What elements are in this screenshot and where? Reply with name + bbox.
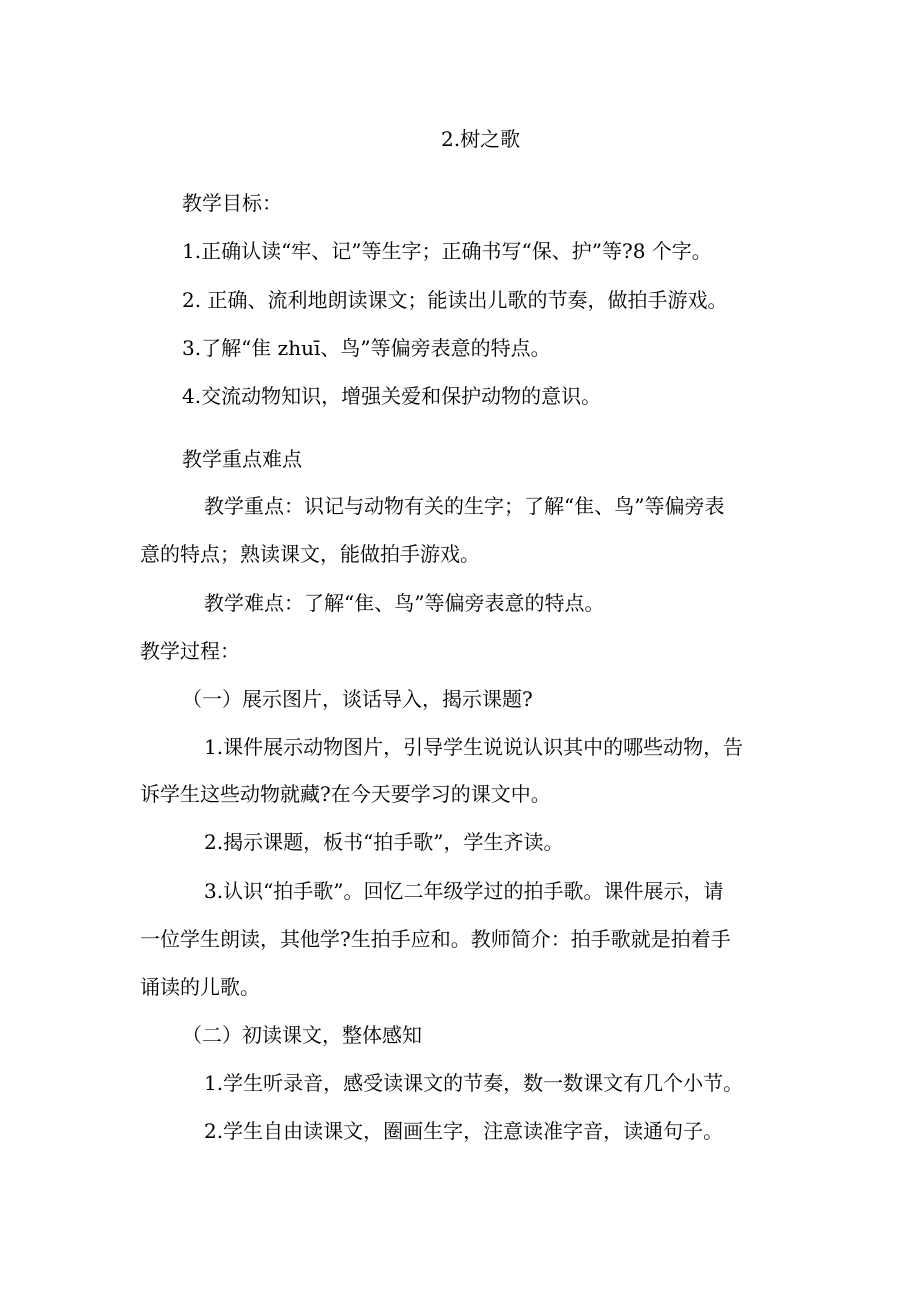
document-title: 2.树之歌: [441, 127, 521, 151]
teaching-difficulty: 教学难点：了解“隹、鸟”等偏旁表意的特点。: [204, 591, 605, 615]
process-heading: 教学过程：: [140, 639, 240, 663]
objective-item-3: 3.了解“隹 zhuī、鸟”等偏旁表意的特点。: [182, 336, 551, 360]
part-1-step-1-line-1: 1.课件展示动物图片，引导学生说说认识其中的哪些动物，告: [204, 735, 744, 759]
teaching-focus-line-2: 意的特点；熟读课文，能做拍手游戏。: [140, 542, 480, 566]
teaching-focus-line-1: 教学重点：识记与动物有关的生字；了解“隹、鸟”等偏旁表: [204, 494, 725, 518]
part-1-step-3-line-3: 诵读的儿歌。: [140, 975, 260, 999]
objective-item-4: 4.交流动物知识，增强关爱和保护动物的意识。: [182, 384, 602, 408]
part-2-step-1: 1.学生听录音，感受读课文的节奏，数一数课文有几个小节。: [204, 1071, 744, 1095]
part-1-step-1-line-2: 诉学生这些动物就藏?在今天要学习的课文中。: [140, 782, 551, 806]
objective-item-2: 2. 正确、流利地朗读课文；能读出儿歌的节奏，做拍手游戏。: [182, 288, 728, 312]
process-part-1-heading: （一）展示图片，谈话导入，揭示课题?: [182, 687, 533, 711]
key-points-heading: 教学重点难点: [182, 447, 302, 471]
part-2-step-2: 2.学生自由读课文，圈画生字，注意读准字音，读通句子。: [204, 1119, 724, 1143]
objective-item-1: 1.正确认读“牢、记”等生字；正确书写“保、护”等?8 个字。: [182, 239, 712, 263]
part-1-step-2: 2.揭示课题，板书“拍手歌”，学生齐读。: [204, 830, 564, 854]
part-1-step-3-line-1: 3.认识“拍手歌”。回忆二年级学过的拍手歌。课件展示，请: [204, 879, 724, 903]
part-1-step-3-line-2: 一位学生朗读，其他学?生拍手应和。教师简介：拍手歌就是拍着手: [140, 927, 731, 951]
objectives-heading: 教学目标：: [182, 191, 282, 215]
process-part-2-heading: （二）初读课文，整体感知: [182, 1023, 422, 1047]
